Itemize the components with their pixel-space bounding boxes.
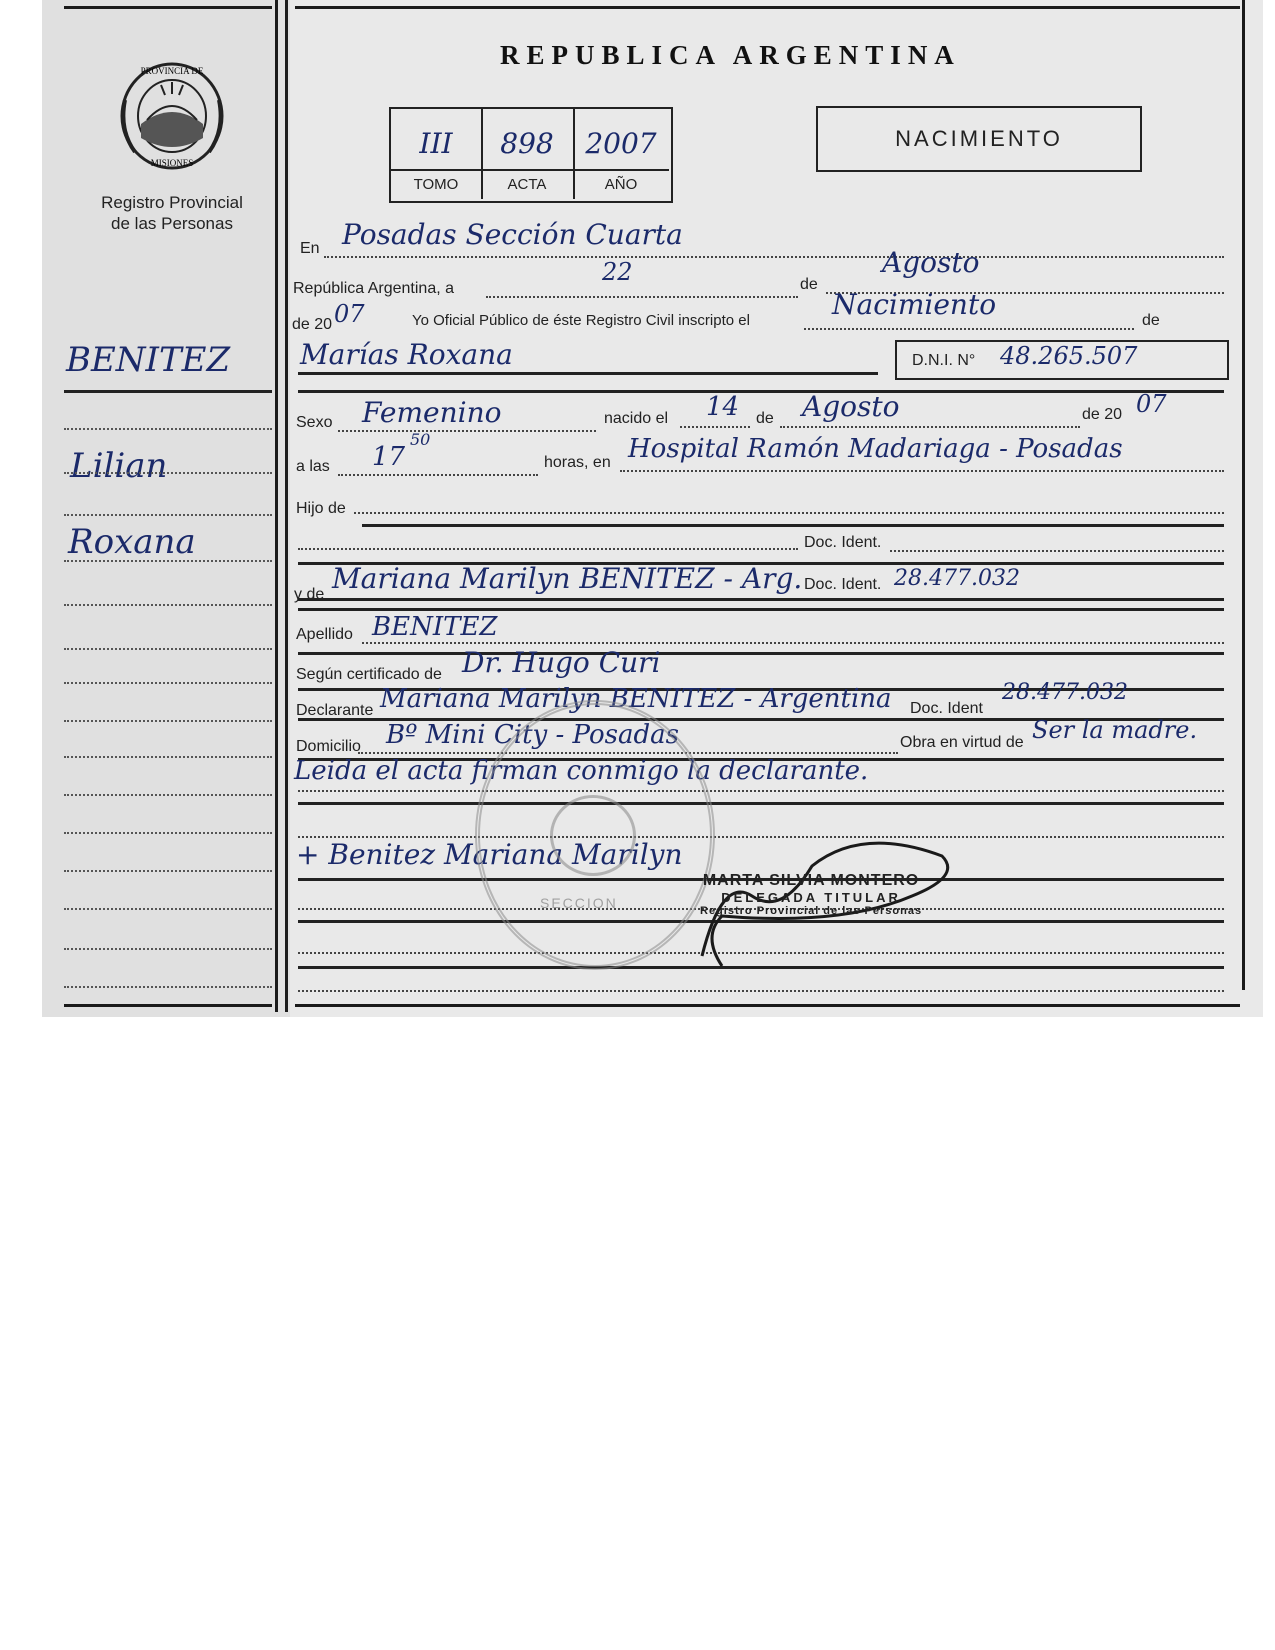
inscripto-value: Nacimiento [832, 288, 997, 321]
leida-value: Leida el acta firman conmigo la declarante. [294, 756, 869, 786]
form-line [298, 802, 1224, 805]
registry-name [82, 192, 262, 234]
sidebar-line [64, 870, 272, 872]
bottom-rule [295, 1004, 1240, 1007]
mother-doc-value: 28.477.032 [894, 566, 1020, 591]
record-type-box: NACIMIENTO [816, 106, 1142, 172]
de-label3: de [756, 410, 774, 427]
sidebar-line [64, 514, 272, 516]
form-line [298, 372, 878, 375]
ano-value: 2007 [585, 127, 657, 160]
official-office: Registro Provincial de las Personas [700, 905, 923, 917]
apellido-value: BENITEZ [372, 612, 498, 642]
birth-day-value: 14 [706, 392, 740, 422]
sidebar-line [64, 428, 272, 430]
sidebar-line [64, 472, 272, 474]
sidebar-line [64, 908, 272, 910]
obra-value: Ser la madre. [1032, 716, 1198, 744]
domicilio-label: Domicilio [296, 738, 361, 755]
mother-value: Mariana Marilyn BENITEZ - Arg. [332, 562, 803, 595]
form-line [362, 524, 1224, 527]
form-line [680, 426, 750, 428]
sidebar-line [64, 648, 272, 650]
form-line [620, 470, 1224, 472]
registry-name-line1: Registro Provincial [101, 193, 243, 212]
domicilio-value: Bº Mini City - Posadas [386, 720, 679, 750]
en-label: En [300, 240, 320, 257]
sidebar-line [64, 720, 272, 722]
doc-ident-label3: Doc. Ident [910, 700, 983, 717]
seal-bottom-text: MISIONES [150, 158, 194, 168]
form-line [298, 390, 1224, 393]
alas-label: a las [296, 458, 330, 475]
official-name-block [700, 872, 922, 917]
dni-value: 48.265.507 [1000, 342, 1138, 370]
hour-value: 17 [372, 442, 406, 472]
de-label: de [800, 276, 818, 293]
declarante-value: Mariana Marilyn BENITEZ - Argentina [380, 684, 892, 714]
sidebar-line [64, 832, 272, 834]
sidebar-line [64, 560, 272, 562]
column-divider [285, 0, 288, 1012]
form-line [780, 426, 1080, 428]
day-value: 22 [602, 258, 633, 286]
seal-top-text: PROVINCIA DE [140, 66, 204, 76]
tomo-cell [391, 109, 483, 199]
acta-cell [481, 109, 575, 199]
republica-label: República Argentina, a [293, 280, 454, 297]
sidebar-line [64, 390, 272, 393]
form-line [298, 608, 1224, 611]
de-label2: de [1142, 312, 1160, 329]
sidebar-line [64, 986, 272, 988]
column-divider [275, 0, 278, 1012]
record-id-box [389, 107, 673, 203]
tomo-value: III [419, 127, 453, 160]
stamp-emblem-icon [550, 795, 636, 876]
birth-month-value: Agosto [802, 390, 900, 423]
form-line [362, 642, 1224, 644]
sidebar-line [64, 604, 272, 606]
sexo-label: Sexo [296, 414, 333, 431]
form-line [298, 990, 1224, 992]
hijo-label: Hijo de [296, 500, 346, 517]
form-line [338, 474, 538, 476]
name-value: Marías Roxana [300, 338, 513, 371]
official-name: MARTA SILVIA MONTERO [702, 872, 920, 889]
birth-certificate [42, 0, 1263, 1017]
official-title: DELEGADA TITULAR [721, 890, 901, 905]
main-top-rule [295, 6, 1240, 9]
minute-value: 50 [410, 430, 431, 449]
apellido-label: Apellido [296, 626, 353, 643]
obra-label: Obra en virtud de [900, 734, 1024, 751]
sidebar-middle-name: Roxana [68, 522, 196, 562]
acta-label: ACTA [481, 169, 573, 199]
ano-cell [573, 109, 669, 199]
form-line [298, 598, 1224, 601]
sidebar-line [64, 794, 272, 796]
sidebar-line [64, 682, 272, 684]
year-value: 07 [334, 300, 365, 328]
form-line [354, 512, 1224, 514]
registry-sidebar [42, 0, 290, 1017]
oficial-label: Yo Oficial Público de éste Registro Civil inscripto el [412, 312, 750, 329]
segun-label: Según certificado de [296, 666, 442, 683]
dni-label: D.N.I. N° [912, 352, 976, 369]
birth-year-prefix: de 20 [1082, 406, 1123, 423]
form-line [298, 548, 798, 550]
form-line [324, 256, 1224, 258]
horas-label: horas, en [544, 454, 611, 471]
year-prefix-label: de 20 [292, 316, 333, 333]
sidebar-line [64, 948, 272, 950]
sidebar-first-name: Lilian [70, 446, 168, 486]
form-line [486, 296, 798, 298]
form-line [890, 550, 1224, 552]
form-line [298, 790, 1224, 792]
declarante-label: Declarante [296, 702, 374, 719]
form-line [338, 430, 596, 432]
misiones-seal-icon [117, 60, 227, 172]
sidebar-line [64, 756, 272, 758]
form-line [804, 328, 1134, 330]
form-line [298, 652, 1224, 655]
ano-label: AÑO [573, 169, 669, 199]
bottom-rule-left [64, 1004, 272, 1007]
acta-value: 898 [500, 127, 554, 160]
doc-ident-label: Doc. Ident. [804, 534, 882, 551]
tomo-label: TOMO [391, 169, 481, 199]
declarante-signature: + Benitez Mariana Marilyn [296, 838, 683, 871]
birth-year-value: 07 [1136, 390, 1167, 418]
country-title: REPUBLICA ARGENTINA [500, 40, 961, 70]
yde-label: y de [294, 586, 325, 603]
stamp-text: SECCION [540, 895, 618, 911]
month-value: Agosto [882, 246, 980, 279]
en-value: Posadas Sección Cuarta [342, 218, 683, 251]
registry-name-line2: de las Personas [111, 214, 233, 233]
doc-ident-label2: Doc. Ident. [804, 576, 882, 593]
certificado-value: Dr. Hugo Curi [462, 646, 661, 679]
declarante-doc-value: 28.477.032 [1002, 680, 1128, 705]
sidebar-surname: BENITEZ [66, 340, 231, 380]
right-edge-rule [1242, 0, 1245, 990]
nacido-label: nacido el [604, 410, 669, 427]
place-value: Hospital Ramón Madariaga - Posadas [628, 434, 1123, 464]
sexo-value: Femenino [362, 396, 502, 429]
sidebar-top-rule [64, 6, 272, 9]
